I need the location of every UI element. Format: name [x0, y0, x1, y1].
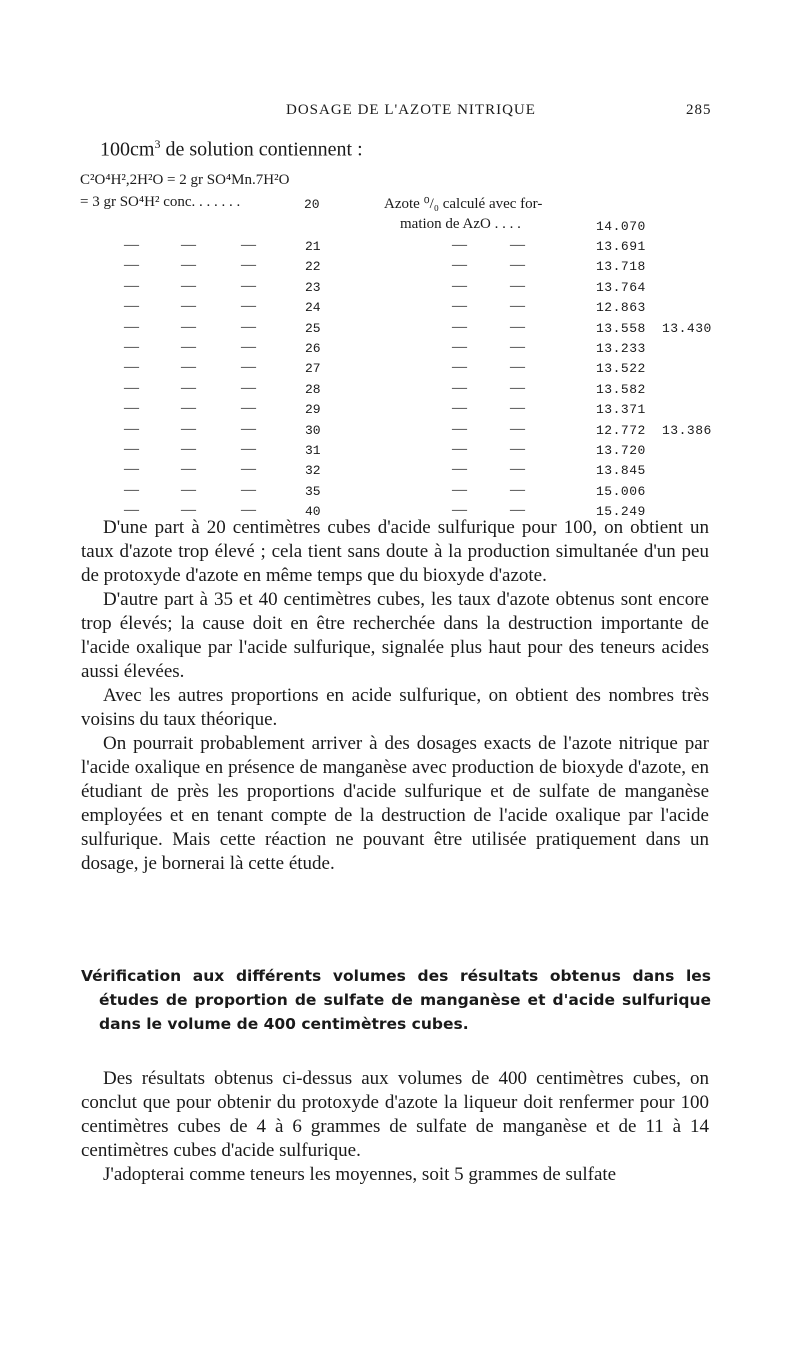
- ditto-mark: —: [181, 461, 196, 477]
- ditto-mark: —: [510, 502, 525, 518]
- intro-suffix: de solution contiennent :: [160, 138, 363, 161]
- volume-cell: 30: [305, 423, 321, 438]
- ditto-mark: —: [510, 237, 525, 253]
- volume-cell: 35: [305, 484, 321, 499]
- volume-cell: 29: [305, 402, 321, 417]
- ditto-mark: —: [510, 359, 525, 375]
- ditto-mark: —: [510, 421, 525, 437]
- ditto-mark: —: [181, 257, 196, 273]
- ditto-mark: —: [241, 319, 256, 335]
- section-heading: Vérification aux différents volumes des résultats obtenus dans les études de proportion de sulfate de manganèse et d'acide sulfurique dans le volume de 400 centimètres cubes.: [81, 967, 711, 1033]
- page-number: 285: [686, 102, 712, 118]
- value-cell: 13.845: [596, 463, 646, 478]
- first-value: 14.070: [596, 219, 646, 234]
- ditto-mark: —: [510, 461, 525, 477]
- value-cell: 13.764: [596, 280, 646, 295]
- ditto-mark: —: [181, 421, 196, 437]
- ditto-mark: —: [510, 298, 525, 314]
- ditto-mark: —: [510, 319, 525, 335]
- ditto-mark: —: [181, 319, 196, 335]
- ditto-mark: —: [124, 257, 139, 273]
- ditto-mark: —: [510, 257, 525, 273]
- value-cell: 13.233: [596, 341, 646, 356]
- ditto-mark: —: [510, 339, 525, 355]
- ditto-mark: —: [241, 339, 256, 355]
- ditto-mark: —: [181, 237, 196, 253]
- ditto-mark: —: [124, 339, 139, 355]
- value-cell: 13.522: [596, 361, 646, 376]
- ditto-mark: —: [124, 482, 139, 498]
- ditto-mark: —: [452, 482, 467, 498]
- paragraph-1: D'une part à 20 centimètres cubes d'acide sulfurique pour 100, on obtient un taux d'azote trop élevé ; cela tient sans doute à la production simultanée d'un peu de protoxyde d'azote en même temps que du bioxyde d'azote.: [81, 517, 709, 586]
- ditto-mark: —: [181, 298, 196, 314]
- volume-cell: 25: [305, 321, 321, 336]
- value-cell: 13.582: [596, 382, 646, 397]
- paragraph-4: On pourrait probablement arriver à des dosages exacts de l'azote nitrique par l'acide oxalique en présence de manganèse avec production de bioxyde d'azote, en étudiant de près les proportions d'acide sulfurique et de sulfate de manganèse employées et en tenant compte de la destruction de l'acide oxalique par l'acide sulfurique. Mais cette réaction ne pouvant être utilisée pratiquement dans un dosage, je bornerai là cette étude.: [81, 733, 709, 874]
- ditto-mark: —: [181, 441, 196, 457]
- ditto-mark: —: [181, 278, 196, 294]
- ditto-mark: —: [452, 339, 467, 355]
- mean-cell: 13.430: [662, 321, 712, 336]
- ditto-mark: —: [124, 298, 139, 314]
- ditto-mark: —: [452, 359, 467, 375]
- volume-cell: 27: [305, 361, 321, 376]
- azote-label-line-2: mation de AzO . . . .: [400, 216, 521, 232]
- ditto-mark: —: [452, 319, 467, 335]
- ditto-mark: —: [124, 461, 139, 477]
- volume-cell: 40: [305, 504, 321, 519]
- ditto-mark: —: [241, 502, 256, 518]
- value-cell: 13.371: [596, 402, 646, 417]
- volume-cell: 24: [305, 300, 321, 315]
- ditto-mark: —: [181, 359, 196, 375]
- intro-prefix: 100: [100, 138, 130, 161]
- ditto-mark: —: [452, 461, 467, 477]
- formula-line-1: C²O⁴H²,2H²O = 2 gr SO⁴Mn.7H²O: [80, 172, 290, 188]
- ditto-mark: —: [241, 482, 256, 498]
- ditto-mark: —: [124, 441, 139, 457]
- ditto-mark: —: [510, 278, 525, 294]
- paragraph-3: Avec les autres proportions en acide sulfurique, on obtient des nombres très voisins du taux théorique.: [81, 685, 709, 730]
- volume-cell: 26: [305, 341, 321, 356]
- ditto-mark: —: [452, 237, 467, 253]
- value-cell: 12.863: [596, 300, 646, 315]
- running-title: DOSAGE DE L'AZOTE NITRIQUE: [286, 102, 536, 118]
- formula-line-2: = 3 gr SO⁴H² conc. . . . . . .: [80, 194, 241, 210]
- ditto-mark: —: [241, 278, 256, 294]
- ditto-mark: —: [510, 441, 525, 457]
- ditto-mark: —: [241, 298, 256, 314]
- ditto-mark: —: [510, 482, 525, 498]
- ditto-mark: —: [181, 339, 196, 355]
- ditto-mark: —: [452, 380, 467, 396]
- ditto-mark: —: [181, 380, 196, 396]
- ditto-mark: —: [124, 380, 139, 396]
- ditto-mark: —: [124, 400, 139, 416]
- value-cell: 15.249: [596, 504, 646, 519]
- volume-cell: 32: [305, 463, 321, 478]
- ditto-mark: —: [241, 257, 256, 273]
- intro-line: [100, 137, 363, 162]
- ditto-mark: —: [241, 380, 256, 396]
- azote-label-line-1: Azote ⁰/₀ calculé avec for-: [384, 196, 543, 212]
- ditto-mark: —: [124, 237, 139, 253]
- ditto-mark: —: [241, 441, 256, 457]
- volume-cell: 22: [305, 259, 321, 274]
- ditto-mark: —: [241, 421, 256, 437]
- ditto-mark: —: [452, 257, 467, 273]
- ditto-mark: —: [510, 400, 525, 416]
- ditto-mark: —: [510, 380, 525, 396]
- ditto-mark: —: [452, 441, 467, 457]
- value-cell: 13.558: [596, 321, 646, 336]
- ditto-mark: —: [181, 502, 196, 518]
- ditto-mark: —: [124, 359, 139, 375]
- ditto-mark: —: [452, 278, 467, 294]
- mean-cell: 13.386: [662, 423, 712, 438]
- value-cell: 15.006: [596, 484, 646, 499]
- volume-cell: 21: [305, 239, 321, 254]
- ditto-mark: —: [124, 278, 139, 294]
- intro-unit: cm: [130, 138, 155, 161]
- ditto-mark: —: [241, 237, 256, 253]
- ditto-mark: —: [452, 298, 467, 314]
- section-text: [81, 1067, 709, 1187]
- ditto-mark: —: [181, 482, 196, 498]
- section-paragraph-1: Des résultats obtenus ci-dessus aux volumes de 400 centimètres cubes, on conclut que pour obtenir du protoxyde d'azote la liqueur doit renfermer pour 100 centimètres cubes de 4 à 6 grammes de sulfate de manganèse et de 11 à 14 centimètres cubes d'acide sulfurique.: [81, 1068, 709, 1161]
- section-paragraph-2: J'adopterai comme teneurs les moyennes, soit 5 grammes de sulfate: [103, 1164, 617, 1185]
- ditto-mark: —: [124, 421, 139, 437]
- ditto-mark: —: [124, 502, 139, 518]
- body-text: [81, 516, 709, 876]
- value-cell: 13.718: [596, 259, 646, 274]
- ditto-mark: —: [452, 421, 467, 437]
- intro-superscript: 3: [154, 137, 161, 151]
- ditto-mark: —: [241, 359, 256, 375]
- value-cell: 13.720: [596, 443, 646, 458]
- ditto-mark: —: [452, 400, 467, 416]
- ditto-mark: —: [452, 502, 467, 518]
- value-cell: 13.691: [596, 239, 646, 254]
- value-cell: 12.772: [596, 423, 646, 438]
- volume-cell: 23: [305, 280, 321, 295]
- volume-cell: 28: [305, 382, 321, 397]
- ditto-mark: —: [241, 400, 256, 416]
- first-volume: 20: [304, 197, 320, 212]
- ditto-mark: —: [241, 461, 256, 477]
- ditto-mark: —: [124, 319, 139, 335]
- volume-cell: 31: [305, 443, 321, 458]
- ditto-mark: —: [181, 400, 196, 416]
- paragraph-2: D'autre part à 35 et 40 centimètres cubes, les taux d'azote obtenus sont encore trop élevés; la cause doit en être recherchée dans la destruction importante de l'acide oxalique par l'acide sulfurique, signalée plus haut pour des teneurs acides aussi élevées.: [81, 589, 709, 682]
